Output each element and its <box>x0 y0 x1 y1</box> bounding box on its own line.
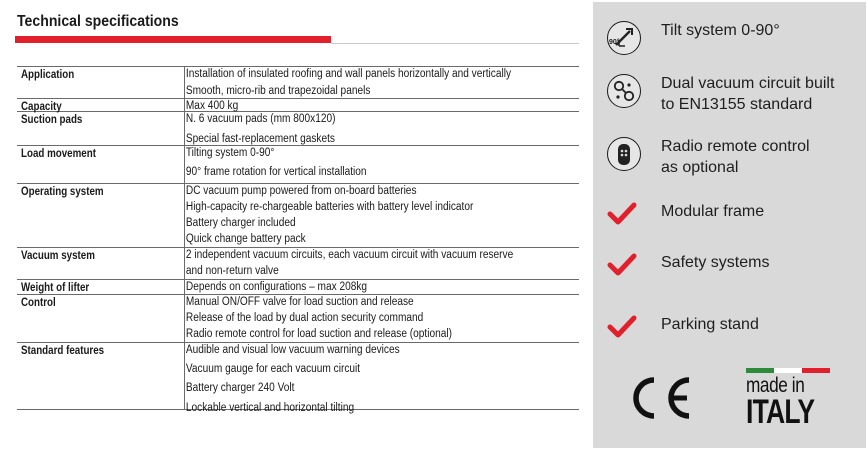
feature-line: as optional <box>661 159 739 176</box>
title-divider <box>331 43 579 44</box>
spec-value: DC vacuum pump powered from on-board batteries <box>185 185 417 197</box>
spec-value: and non-return valve <box>185 265 279 277</box>
check-icon <box>607 314 641 348</box>
spec-value: Manual ON/OFF valve for load suction and release <box>185 296 414 308</box>
spec-values <box>184 295 579 342</box>
spec-value: Battery charger included <box>185 217 296 229</box>
spec-row <box>17 112 579 146</box>
feature-text <box>661 73 834 115</box>
spec-row <box>17 184 579 248</box>
feature-panel <box>593 2 866 448</box>
made-in-text: made in <box>746 374 805 397</box>
feature-line: Modular frame <box>661 203 765 220</box>
spec-value: Max 400 kg <box>185 100 239 112</box>
feature-line: Parking stand <box>661 316 759 333</box>
dual-circuit-icon <box>607 74 641 108</box>
spec-value: Quick change battery pack <box>185 233 306 245</box>
spec-value: 90° frame rotation for vertical installation <box>185 166 367 178</box>
spec-values <box>184 248 579 279</box>
italian-flag-stripe <box>746 368 830 373</box>
feature-text <box>661 20 780 41</box>
spec-value: N. 6 vacuum pads (mm 800x120) <box>185 113 336 125</box>
feature-line: Radio remote control <box>661 138 810 155</box>
spec-value: Smooth, micro-rib and trapezoidal panels <box>185 85 371 97</box>
flag-green <box>746 368 774 373</box>
spec-value: Battery charger 240 Volt <box>185 382 295 394</box>
title-accent-bar <box>15 36 331 43</box>
tilt-angle-label: 90° <box>609 39 620 46</box>
feature-line: Safety systems <box>661 254 770 271</box>
feature-text <box>661 252 769 273</box>
italy-text: ITALY <box>746 393 815 431</box>
spec-values <box>184 99 579 111</box>
spec-value: Depends on configurations – max 208kg <box>185 281 368 293</box>
spec-row <box>17 99 579 112</box>
spec-row <box>17 295 579 343</box>
spec-row <box>17 66 579 99</box>
remote-control-icon <box>607 137 641 171</box>
spec-value: Audible and visual low vacuum warning devices <box>185 344 400 356</box>
spec-values <box>184 67 579 98</box>
spec-value: Release of the load by dual action security command <box>185 312 424 324</box>
feature-text <box>661 201 764 222</box>
ce-logo <box>625 374 695 422</box>
spec-value: Vacuum gauge for each vacuum circuit <box>185 363 361 375</box>
spec-value: Radio remote control for load suction and release (optional) <box>185 328 452 340</box>
spec-value: Installation of insulated roofing and wall panels horizontally and vertically <box>185 68 512 80</box>
spec-row <box>17 280 579 295</box>
spec-value: Tilting system 0-90° <box>185 147 275 159</box>
spec-values <box>184 343 579 414</box>
spec-value: 2 independent vacuum circuits, each vacuum circuit with vacuum reserve <box>185 249 514 261</box>
spec-values <box>184 112 579 145</box>
tilt-90-icon <box>607 21 641 55</box>
spec-label: Vacuum system <box>21 250 95 262</box>
spec-value: Lockable vertical and horizontal tilting <box>185 402 355 414</box>
spec-label: Standard features <box>21 345 105 357</box>
spec-label: Application <box>21 69 75 81</box>
spec-table <box>17 66 579 414</box>
ce-mark <box>625 374 695 422</box>
flag-red <box>802 368 830 373</box>
made-in-italy-logo <box>744 366 834 432</box>
spec-values <box>184 184 579 247</box>
check-icon <box>607 252 641 286</box>
spec-row <box>17 343 579 414</box>
feature-text <box>661 136 810 178</box>
feature-line: Dual vacuum circuit built <box>661 75 835 92</box>
feature-line: Tilt system 0-90° <box>661 22 780 39</box>
feature-line: to EN13155 standard <box>661 96 813 113</box>
spec-label: Capacity <box>21 101 62 113</box>
spec-value: Special fast-replacement gaskets <box>185 133 335 145</box>
spec-values <box>184 280 579 294</box>
page-title: Technical specifications <box>17 13 179 30</box>
feature-text <box>661 314 759 335</box>
spec-value: High-capacity re-chargeable batteries with battery level indicator <box>185 201 474 213</box>
spec-values <box>184 146 579 183</box>
spec-label: Control <box>21 297 56 309</box>
spec-label: Suction pads <box>21 114 83 126</box>
spec-row <box>17 146 579 184</box>
check-icon <box>607 201 641 235</box>
spec-label: Operating system <box>21 186 104 198</box>
spec-label: Weight of lifter <box>21 282 90 294</box>
spec-row <box>17 248 579 280</box>
spec-label: Load movement <box>21 148 96 160</box>
flag-white <box>774 368 802 373</box>
